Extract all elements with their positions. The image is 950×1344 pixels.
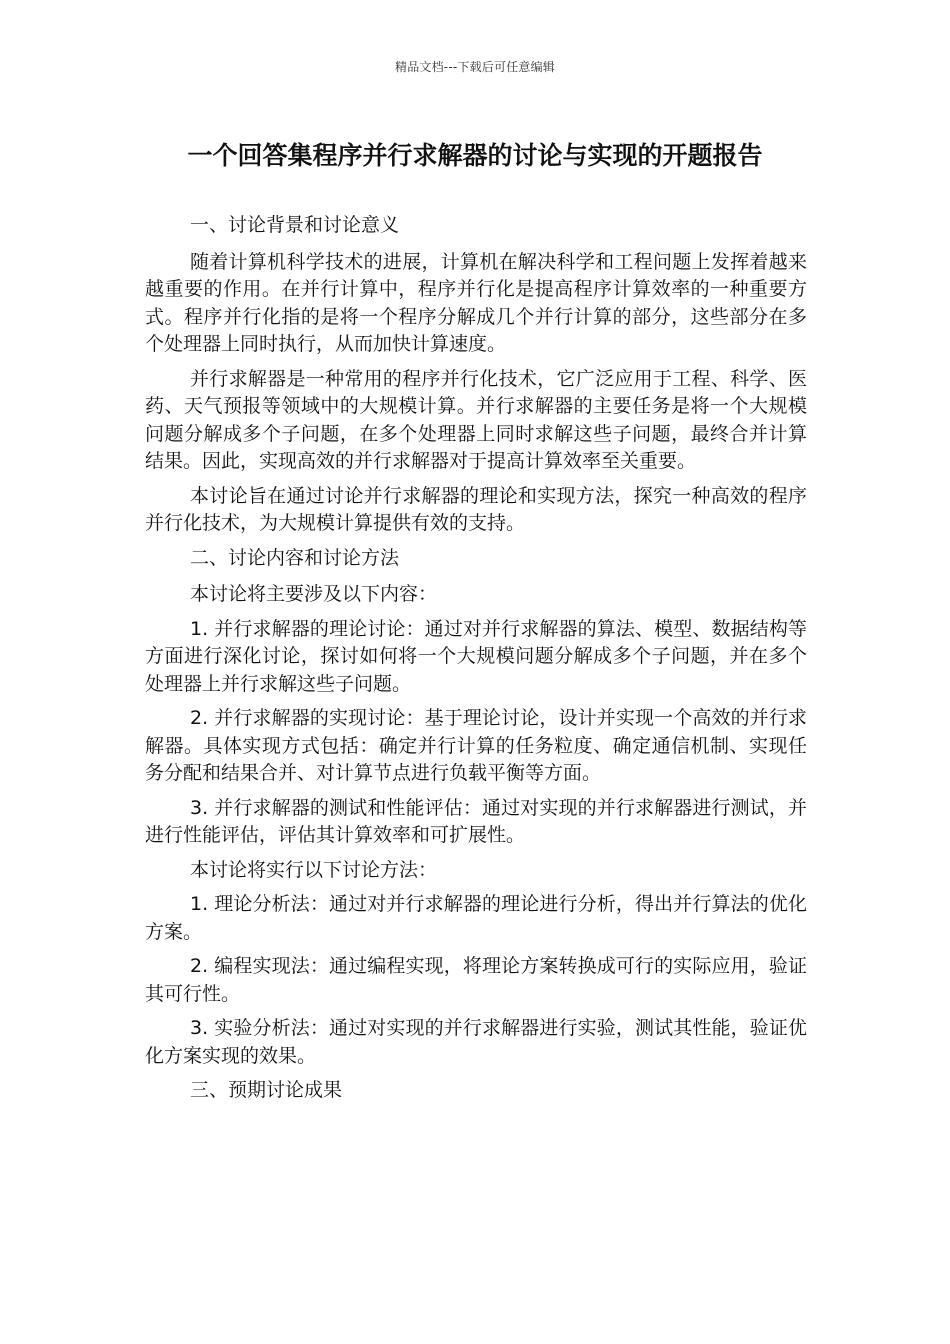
list-item-content-2: 2. 并行求解器的实现讨论：基于理论讨论，设计并实现一个高效的并行求解器。具体实现方式包括：确定并行计算的任务粒度、确定通信机制、实现任务分配和结果合并、对计算节点进行负载平衡等方面。	[145, 707, 807, 784]
list-item-method-1: 1. 理论分析法：通过对并行求解器的理论进行分析，得出并行算法的优化方案。	[145, 893, 807, 943]
document-title: 一个回答集程序并行求解器的讨论与实现的开题报告	[187, 141, 763, 170]
paragraph-method-intro: 本讨论将实行以下讨论方法：	[190, 858, 438, 881]
paragraph-content-intro: 本讨论将主要涉及以下内容：	[190, 583, 438, 605]
list-item-content-3: 3. 并行求解器的测试和性能评估：通过对实现的并行求解器进行测试，并进行性能评估，评估其计算效率和可扩展性。	[145, 796, 807, 846]
document-body	[145, 212, 807, 1114]
paragraph-background-2: 并行求解器是一种常用的程序并行化技术，它广泛应用于工程、科学、医药、天气预报等领域中的大规模计算。并行求解器的主要任务是将一个大规模问题分解成多个子问题，在多个处理器上同时求解这些子问题，最终合并计算结果。因此，实现高效的并行求解器对于提高计算效率至关重要。	[145, 367, 807, 472]
list-item-content-1: 1. 并行求解器的理论讨论：通过对并行求解器的算法、模型、数据结构等方面进行深化讨论，探讨如何将一个大规模问题分解成多个子问题，并在多个处理器上并行求解这些子问题。	[145, 617, 807, 695]
section-heading-2: 二、讨论内容和讨论方法	[190, 546, 400, 569]
list-item-method-3: 3. 实验分析法：通过对实现的并行求解器进行实验，测试其性能，验证优化方案实现的效果。	[145, 1017, 807, 1067]
section-heading-3: 三、预期讨论成果	[190, 1079, 343, 1101]
page-header-note: 精品文档---下载后可任意编辑	[395, 60, 555, 74]
paragraph-background-1: 随着计算机科学技术的进展，计算机在解决科学和工程问题上发挥着越来越重要的作用。在并行计算中，程序并行化是提高程序计算效率的一种重要方式。程序并行化指的是将一个程序分解成几个并行计算的部分，这些部分在多个处理器上同时执行，从而加快计算速度。	[145, 250, 807, 355]
list-item-method-2: 2. 编程实现法：通过编程实现，将理论方案转换成可行的实际应用，验证其可行性。	[145, 955, 807, 1005]
section-heading-1: 一、讨论背景和讨论意义	[190, 214, 400, 236]
paragraph-background-3: 本讨论旨在通过讨论并行求解器的理论和实现方法，探究一种高效的程序并行化技术，为大规模计算提供有效的支持。	[145, 484, 807, 534]
